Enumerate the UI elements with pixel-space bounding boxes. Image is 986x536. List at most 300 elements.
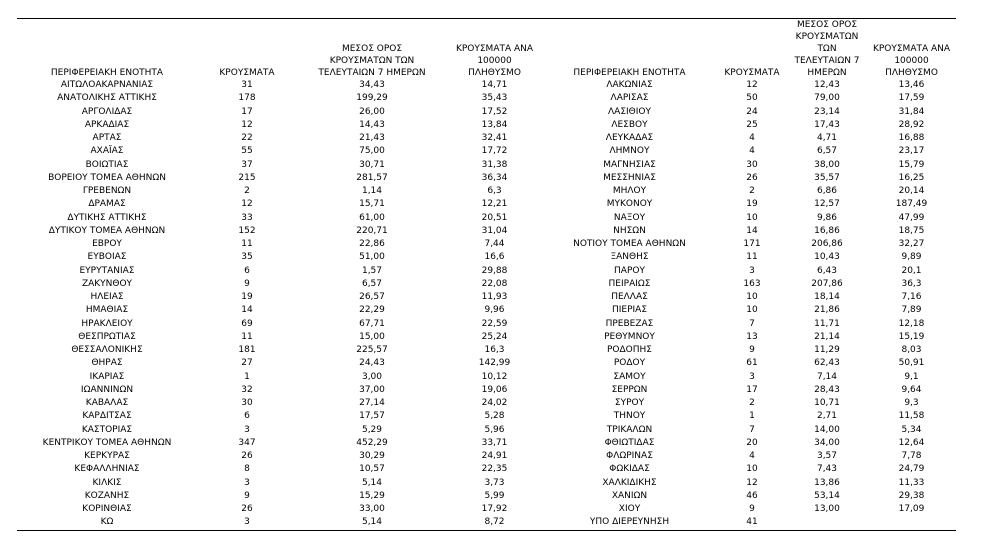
table-row xyxy=(17,145,956,158)
left-avg7-cell: 21,43 xyxy=(359,133,385,144)
right-cases-cell: 20 xyxy=(746,437,758,448)
left-per100k-cell: 29,88 xyxy=(481,265,508,276)
right-avg7-cell: 23,14 xyxy=(814,106,840,117)
cases-table xyxy=(17,19,956,535)
left-per100k-cell: 7,44 xyxy=(484,239,505,250)
right-avg7-cell: 14,00 xyxy=(814,424,840,435)
table-row xyxy=(17,503,956,516)
right-cases-cell: 13 xyxy=(746,331,758,342)
left-region-cell: ΙΚΑΡΙΑΣ xyxy=(89,371,125,382)
left-region-cell: ΓΡΕΒΕΝΩΝ xyxy=(82,186,132,197)
right-per100k-cell: 187,49 xyxy=(895,199,928,210)
right-region-cell: ΤΡΙΚΑΛΩΝ xyxy=(606,424,653,435)
left-avg7-cell: 37,00 xyxy=(359,384,385,395)
right-region-cell: ΣΕΡΡΩΝ xyxy=(611,384,648,395)
left-per100k-cell: 142,99 xyxy=(478,358,511,369)
left-region-cell: ΘΗΡΑΣ xyxy=(91,358,123,369)
left-cases-cell: 3 xyxy=(244,424,250,435)
right-region-cell: ΠΑΡΟΥ xyxy=(614,265,645,276)
header-per100k-right xyxy=(867,19,956,79)
right-cases-cell: 9 xyxy=(749,345,755,356)
right-per100k-cell: 18,75 xyxy=(898,225,925,236)
left-cases-cell: 347 xyxy=(238,437,256,448)
left-cases-cell: 8 xyxy=(244,464,250,475)
left-avg7-cell: 22,86 xyxy=(359,239,385,250)
left-avg7-cell: 225,57 xyxy=(356,345,388,356)
right-avg7-cell: 11,71 xyxy=(814,318,840,329)
left-cases-cell: 181 xyxy=(238,345,256,356)
cases-report xyxy=(17,18,956,535)
right-region-cell: ΣΥΡΟΥ xyxy=(614,398,645,409)
table-row xyxy=(17,397,956,410)
left-cases-cell: 33 xyxy=(241,212,253,223)
left-avg7-cell: 33,00 xyxy=(359,504,385,515)
right-per100k-cell: 15,79 xyxy=(898,159,925,170)
table-body xyxy=(17,79,956,535)
right-avg7-cell: 38,00 xyxy=(814,159,840,170)
right-avg7-cell: 10,71 xyxy=(814,398,840,409)
right-avg7-cell: 28,43 xyxy=(814,384,840,395)
right-cases-cell: 10 xyxy=(746,464,758,475)
left-region-cell: ΗΜΑΘΙΑΣ xyxy=(85,305,129,316)
right-per100k-cell: 9,89 xyxy=(901,252,922,263)
right-avg7-cell: 7,14 xyxy=(816,371,838,382)
right-region-cell: ΠΕΛΛΑΣ xyxy=(611,292,648,303)
table-row xyxy=(17,410,956,423)
left-region-cell: ΔΡΑΜΑΣ xyxy=(88,199,126,210)
table-row xyxy=(17,344,956,357)
right-cases-cell: 12 xyxy=(746,477,758,488)
right-region-cell: ΜΑΓΝΗΣΙΑΣ xyxy=(603,159,656,170)
right-avg7-cell: 12,43 xyxy=(814,80,840,91)
left-per100k-cell: 14,71 xyxy=(481,80,508,91)
right-cases-cell: 61 xyxy=(746,358,758,369)
header-region-left: ΠΕΡΙΦΕΡΕΙΑΚΗ ΕΝΟΤΗΤΑ xyxy=(50,68,164,78)
right-per100k-cell: 20,1 xyxy=(901,265,922,276)
right-avg7-cell: 207,86 xyxy=(811,278,843,289)
left-region-cell: ΚΕΦΑΛΛΗΝΙΑΣ xyxy=(74,464,140,475)
right-cases-cell: 4 xyxy=(749,133,755,144)
left-cases-cell: 9 xyxy=(244,490,250,501)
left-avg7-cell: 14,43 xyxy=(359,119,385,130)
left-avg7-cell: 6,57 xyxy=(361,278,383,289)
header-row xyxy=(17,19,956,79)
table-row xyxy=(17,159,956,172)
left-cases-cell: 27 xyxy=(241,358,253,369)
left-region-cell: ΕΒΡΟΥ xyxy=(92,239,122,250)
left-avg7-cell: 3,00 xyxy=(361,371,383,382)
header-avg-right xyxy=(787,19,867,79)
right-cases-cell: 46 xyxy=(746,490,758,501)
left-region-cell: ΑΝΑΤΟΛΙΚΗΣ ΑΤΤΙΚΗΣ xyxy=(57,93,157,104)
left-cases-cell: 11 xyxy=(241,239,253,250)
left-cases-cell: 6 xyxy=(244,265,250,276)
left-cases-cell: 14 xyxy=(241,305,253,316)
left-region-cell: ΕΥΒΟΙΑΣ xyxy=(87,252,127,263)
left-cases-cell: 19 xyxy=(241,292,253,303)
table-row xyxy=(17,172,956,185)
right-per100k-cell: 17,09 xyxy=(898,504,925,515)
right-region-cell: ΠΙΕΡΙΑΣ xyxy=(611,305,648,316)
right-region-cell: ΧΑΛΚΙΔΙΚΗΣ xyxy=(602,477,657,488)
right-per100k-cell: 29,38 xyxy=(898,490,925,501)
right-region-cell: ΝΑΞΟΥ xyxy=(613,212,646,223)
left-region-cell: ΘΕΣΠΡΩΤΙΑΣ xyxy=(78,331,136,342)
table-row xyxy=(17,437,956,450)
right-per100k-cell: 32,27 xyxy=(898,239,925,250)
right-per100k-cell: 12,64 xyxy=(898,437,925,448)
left-per100k-cell: 9,96 xyxy=(484,305,505,316)
right-avg7-cell: 62,43 xyxy=(814,358,840,369)
left-per100k-cell: 5,96 xyxy=(484,424,505,435)
left-per100k-cell: 16,3 xyxy=(484,345,505,356)
right-avg7-cell: 10,43 xyxy=(814,252,840,263)
right-per100k-cell: 7,16 xyxy=(901,292,922,303)
right-per100k-cell: 16,88 xyxy=(898,133,925,144)
left-cases-cell: 1 xyxy=(244,371,250,382)
left-avg7-cell: 10,57 xyxy=(359,464,385,475)
right-cases-cell: 25 xyxy=(746,119,758,130)
left-region-cell: ΚΟΡΙΝΘΙΑΣ xyxy=(82,504,132,515)
right-avg7-cell xyxy=(787,516,867,530)
right-avg7-cell: 35,57 xyxy=(814,172,840,183)
right-avg7-cell: 6,86 xyxy=(816,186,838,197)
header-avg-line2: ΚΡΟΥΣΜΑΤΩΝ ΤΩΝ xyxy=(329,56,415,66)
left-region-cell: ΔΥΤΙΚΟΥ ΤΟΜΕΑ ΑΘΗΝΩΝ xyxy=(48,225,166,236)
right-per100k-cell: 11,33 xyxy=(898,477,925,488)
left-avg7-cell: 75,00 xyxy=(359,146,385,157)
right-cases-cell: 10 xyxy=(746,212,758,223)
right-per100k-cell: 24,79 xyxy=(898,464,925,475)
left-region-cell: ΚΑΡΔΙΤΣΑΣ xyxy=(82,411,132,422)
header-cases-right: ΚΡΟΥΣΜΑΤΑ xyxy=(724,68,780,78)
left-per100k-cell: 3,73 xyxy=(484,477,505,488)
left-cases-cell: 22 xyxy=(241,133,253,144)
header-avg-line3: ΤΕΛΕΥΤΑΙΩΝ 7 ΗΜΕΡΩΝ xyxy=(794,56,860,78)
left-cases-cell: 31 xyxy=(241,80,253,91)
left-cases-cell: 9 xyxy=(244,278,250,289)
left-avg7-cell: 281,57 xyxy=(356,172,388,183)
left-cases-cell: 30 xyxy=(241,398,253,409)
bottom-rule-cell xyxy=(17,530,956,535)
table-row xyxy=(17,132,956,145)
left-per100k-cell: 24,02 xyxy=(481,398,508,409)
left-region-cell: ΒΟΙΩΤΙΑΣ xyxy=(85,159,129,170)
right-cases-cell: 2 xyxy=(749,186,755,197)
header-avg-line1: ΜΕΣΟΣ ΟΡΟΣ xyxy=(341,44,403,54)
left-per100k-cell: 22,59 xyxy=(481,318,508,329)
right-region-cell: ΛΕΥΚΑΔΑΣ xyxy=(605,133,654,144)
left-region-cell: ΚΩ xyxy=(100,517,114,528)
left-per100k-cell: 19,06 xyxy=(481,384,508,395)
left-per100k-cell: 32,41 xyxy=(481,133,508,144)
right-per100k-cell: 31,84 xyxy=(898,106,925,117)
table-row xyxy=(17,265,956,278)
header-per100k-line1: ΚΡΟΥΣΜΑΤΑ ΑΝΑ 100000 xyxy=(455,44,534,66)
left-cases-cell: 26 xyxy=(241,504,253,515)
right-per100k-cell: 11,58 xyxy=(898,411,925,422)
right-avg7-cell: 21,14 xyxy=(814,331,840,342)
right-cases-cell: 3 xyxy=(749,265,755,276)
left-avg7-cell: 24,43 xyxy=(359,358,385,369)
right-avg7-cell: 13,00 xyxy=(814,504,840,515)
left-region-cell: ΕΥΡΥΤΑΝΙΑΣ xyxy=(79,265,135,276)
right-cases-cell: 163 xyxy=(743,278,761,289)
left-region-cell: ΗΡΑΚΛΕΙΟΥ xyxy=(81,318,133,329)
right-region-cell: ΧΑΝΙΩΝ xyxy=(611,490,648,501)
right-region-cell: ΧΙΟΥ xyxy=(618,504,641,515)
right-per100k-cell: 36,3 xyxy=(901,278,922,289)
left-cases-cell: 35 xyxy=(241,252,253,263)
right-per100k-cell xyxy=(867,516,956,530)
left-avg7-cell: 1,57 xyxy=(361,265,383,276)
right-region-cell: ΜΗΛΟΥ xyxy=(612,186,647,197)
left-per100k-cell: 13,84 xyxy=(481,119,508,130)
right-region-cell: ΜΕΣΣΗΝΙΑΣ xyxy=(603,172,656,183)
right-avg7-cell: 17,43 xyxy=(814,119,840,130)
left-avg7-cell: 61,00 xyxy=(359,212,385,223)
right-region-cell: ΛΕΣΒΟΥ xyxy=(611,119,648,130)
left-region-cell: ΚΑΒΑΛΑΣ xyxy=(85,398,129,409)
left-avg7-cell: 220,71 xyxy=(356,225,388,236)
right-cases-cell: 19 xyxy=(746,199,758,210)
right-region-cell: ΜΥΚΟΝΟΥ xyxy=(606,199,653,210)
right-cases-cell: 17 xyxy=(746,384,758,395)
left-avg7-cell: 5,29 xyxy=(361,424,383,435)
right-region-cell: ΡΟΔΟΥ xyxy=(613,358,646,369)
left-region-cell: ΙΩΑΝΝΙΝΩΝ xyxy=(80,384,134,395)
left-cases-cell: 55 xyxy=(241,146,253,157)
right-per100k-cell: 23,17 xyxy=(898,146,925,157)
left-per100k-cell: 5,28 xyxy=(484,411,505,422)
header-region-right: ΠΕΡΙΦΕΡΕΙΑΚΗ ΕΝΟΤΗΤΑ xyxy=(573,68,686,78)
left-per100k-cell: 17,92 xyxy=(481,504,508,515)
right-avg7-cell: 6,57 xyxy=(816,146,838,157)
right-per100k-cell: 9,1 xyxy=(904,371,919,382)
left-cases-cell: 11 xyxy=(241,331,253,342)
right-cases-cell: 4 xyxy=(749,146,755,157)
header-avg-line2: ΚΡΟΥΣΜΑΤΩΝ ΤΩΝ xyxy=(795,32,859,54)
right-per100k-cell: 7,89 xyxy=(901,305,922,316)
table-row xyxy=(17,225,956,238)
left-avg7-cell: 5,14 xyxy=(361,517,383,528)
right-region-cell: ΛΑΣΙΘΙΟΥ xyxy=(608,106,651,117)
header-per100k-line1: ΚΡΟΥΣΜΑΤΑ ΑΝΑ 100000 xyxy=(872,44,951,66)
right-cases-cell: 171 xyxy=(743,239,761,250)
table-row xyxy=(17,291,956,304)
right-avg7-cell: 4,71 xyxy=(816,133,838,144)
left-cases-cell: 3 xyxy=(244,477,250,488)
table-row xyxy=(17,318,956,331)
right-per100k-cell: 50,91 xyxy=(898,358,925,369)
right-avg7-cell: 16,86 xyxy=(814,225,840,236)
left-cases-cell: 6 xyxy=(244,411,250,422)
left-avg7-cell: 15,71 xyxy=(359,199,385,210)
table-row xyxy=(17,119,956,132)
left-per100k-cell: 33,71 xyxy=(481,437,508,448)
left-region-cell: ΑΡΤΑΣ xyxy=(92,133,122,144)
left-avg7-cell: 22,29 xyxy=(359,305,385,316)
header-avg-left xyxy=(297,19,447,79)
right-cases-cell: 24 xyxy=(746,106,758,117)
right-avg7-cell: 79,00 xyxy=(814,93,840,104)
right-cases-cell: 10 xyxy=(746,305,758,316)
right-avg7-cell: 3,57 xyxy=(816,451,838,462)
right-avg7-cell: 6,43 xyxy=(816,265,838,276)
right-cases-cell: 7 xyxy=(749,318,755,329)
table-row xyxy=(17,490,956,503)
table-row xyxy=(17,106,956,119)
table-row xyxy=(17,516,956,530)
right-region-cell: ΝΗΣΩΝ xyxy=(613,225,646,236)
right-avg7-cell: 13,86 xyxy=(814,477,840,488)
right-region-cell: ΛΑΚΩΝΙΑΣ xyxy=(606,80,653,91)
left-per100k-cell: 17,72 xyxy=(481,146,508,157)
left-avg7-cell: 34,43 xyxy=(359,80,385,91)
table-row xyxy=(17,198,956,211)
table-row xyxy=(17,79,956,92)
header-per100k-left xyxy=(447,19,542,79)
right-cases-cell: 1 xyxy=(749,411,755,422)
table-row xyxy=(17,424,956,437)
left-region-cell: ΚΕΡΚΥΡΑΣ xyxy=(84,451,130,462)
right-region-cell: ΝΟΤΙΟΥ ΤΟΜΕΑ ΑΘΗΝΩΝ xyxy=(573,239,686,250)
right-cases-cell: 9 xyxy=(749,504,755,515)
left-per100k-cell: 31,38 xyxy=(481,159,508,170)
right-per100k-cell: 17,59 xyxy=(898,93,925,104)
header-avg-line1: ΜΕΣΟΣ ΟΡΟΣ xyxy=(796,20,858,30)
right-per100k-cell: 9,3 xyxy=(904,398,919,409)
left-per100k-cell: 22,35 xyxy=(481,464,508,475)
left-region-cell: ΑΡΓΟΛΙΔΑΣ xyxy=(81,106,133,117)
right-region-cell: ΦΛΩΡΙΝΑΣ xyxy=(606,451,653,462)
right-avg7-cell: 34,00 xyxy=(814,437,840,448)
right-per100k-cell: 20,14 xyxy=(898,186,925,197)
right-region-cell: ΠΡΕΒΕΖΑΣ xyxy=(605,318,654,329)
left-avg7-cell: 26,00 xyxy=(359,106,385,117)
right-region-cell: ΛΑΡΙΣΑΣ xyxy=(610,93,649,104)
right-per100k-cell: 9,64 xyxy=(901,384,922,395)
left-per100k-cell: 5,99 xyxy=(484,490,505,501)
left-cases-cell: 12 xyxy=(241,119,253,130)
right-per100k-cell: 8,03 xyxy=(901,345,922,356)
left-cases-cell: 2 xyxy=(244,186,250,197)
right-avg7-cell: 53,14 xyxy=(814,490,840,501)
right-cases-cell: 2 xyxy=(749,398,755,409)
right-avg7-cell: 2,71 xyxy=(816,411,838,422)
left-per100k-cell: 11,93 xyxy=(481,292,508,303)
table-row xyxy=(17,212,956,225)
left-cases-cell: 32 xyxy=(241,384,253,395)
right-per100k-cell: 5,34 xyxy=(901,424,922,435)
left-avg7-cell: 27,14 xyxy=(359,398,385,409)
right-cases-cell: 14 xyxy=(746,225,758,236)
right-cases-cell: 7 xyxy=(749,424,755,435)
left-avg7-cell: 51,00 xyxy=(359,252,385,263)
right-avg7-cell: 12,57 xyxy=(814,199,840,210)
left-avg7-cell: 30,29 xyxy=(359,451,385,462)
left-cases-cell: 69 xyxy=(241,318,253,329)
right-per100k-cell: 7,78 xyxy=(901,451,922,462)
right-cases-cell: 26 xyxy=(746,172,758,183)
left-avg7-cell: 15,29 xyxy=(359,490,385,501)
left-per100k-cell: 22,08 xyxy=(481,278,508,289)
right-cases-cell: 10 xyxy=(746,292,758,303)
table-row xyxy=(17,278,956,291)
right-avg7-cell: 206,86 xyxy=(811,239,843,250)
right-avg7-cell: 7,43 xyxy=(816,464,838,475)
right-region-cell: ΡΕΘΥΜΝΟΥ xyxy=(604,331,655,342)
table-row xyxy=(17,477,956,490)
right-per100k-cell: 12,18 xyxy=(898,318,925,329)
left-per100k-cell: 20,51 xyxy=(481,212,508,223)
table-row xyxy=(17,331,956,344)
right-region-cell: ΞΑΝΘΗΣ xyxy=(610,252,649,263)
left-cases-cell: 215 xyxy=(238,172,256,183)
left-avg7-cell: 67,71 xyxy=(359,318,385,329)
left-per100k-cell: 17,52 xyxy=(481,106,508,117)
left-region-cell: ΑΧΑΪΑΣ xyxy=(90,146,124,157)
left-cases-cell: 152 xyxy=(238,225,256,236)
left-cases-cell: 178 xyxy=(238,93,256,104)
left-region-cell: ΚΑΣΤΟΡΙΑΣ xyxy=(81,424,133,435)
left-per100k-cell: 10,12 xyxy=(481,371,508,382)
table-row xyxy=(17,304,956,317)
left-avg7-cell: 15,00 xyxy=(359,331,385,342)
left-avg7-cell: 17,57 xyxy=(359,411,385,422)
right-region-cell: ΥΠΟ ΔΙΕΡΕΥΝΗΣΗ xyxy=(589,517,670,528)
right-avg7-cell: 18,14 xyxy=(814,292,840,303)
left-cases-cell: 17 xyxy=(241,106,253,117)
left-per100k-cell: 8,72 xyxy=(484,517,505,528)
right-per100k-cell: 47,99 xyxy=(898,212,925,223)
right-per100k-cell: 28,92 xyxy=(898,119,925,130)
left-avg7-cell: 30,71 xyxy=(359,159,385,170)
left-region-cell: ΚΙΛΚΙΣ xyxy=(92,477,122,488)
left-avg7-cell: 452,29 xyxy=(356,437,388,448)
bottom-rule xyxy=(17,530,956,535)
left-region-cell: ΚΕΝΤΡΙΚΟΥ ΤΟΜΕΑ ΑΘΗΝΩΝ xyxy=(42,437,172,448)
table-row xyxy=(17,371,956,384)
left-region-cell: ΗΛΕΙΑΣ xyxy=(90,292,124,303)
left-cases-cell: 26 xyxy=(241,451,253,462)
right-region-cell: ΤΗΝΟΥ xyxy=(613,411,646,422)
left-avg7-cell: 26,57 xyxy=(359,292,385,303)
left-per100k-cell: 35,43 xyxy=(481,93,508,104)
left-per100k-cell: 36,34 xyxy=(481,172,508,183)
right-cases-cell: 50 xyxy=(746,93,758,104)
left-cases-cell: 12 xyxy=(241,199,253,210)
right-per100k-cell: 13,46 xyxy=(898,80,925,91)
header-per100k-line2: ΠΛΗΘΥΣΜΟ xyxy=(468,68,521,78)
right-region-cell: ΦΘΙΩΤΙΔΑΣ xyxy=(604,437,655,448)
right-cases-cell: 30 xyxy=(746,159,758,170)
table-row xyxy=(17,238,956,251)
table-row xyxy=(17,450,956,463)
header-per100k-line2: ΠΛΗΘΥΣΜΟ xyxy=(885,68,938,78)
right-region-cell: ΠΕΙΡΑΙΩΣ xyxy=(608,278,651,289)
right-cases-cell: 41 xyxy=(746,517,758,528)
right-region-cell: ΦΩΚΙΔΑΣ xyxy=(609,464,650,475)
left-region-cell: ΒΟΡΕΙΟΥ ΤΟΜΕΑ ΑΘΗΝΩΝ xyxy=(48,172,166,183)
table-row xyxy=(17,463,956,476)
left-avg7-cell: 1,14 xyxy=(361,186,383,197)
left-per100k-cell: 12,21 xyxy=(481,199,508,210)
table-row xyxy=(17,251,956,264)
right-avg7-cell: 11,29 xyxy=(814,345,840,356)
header-cases-left: ΚΡΟΥΣΜΑΤΑ xyxy=(219,68,275,78)
left-per100k-cell: 6,3 xyxy=(487,186,502,197)
